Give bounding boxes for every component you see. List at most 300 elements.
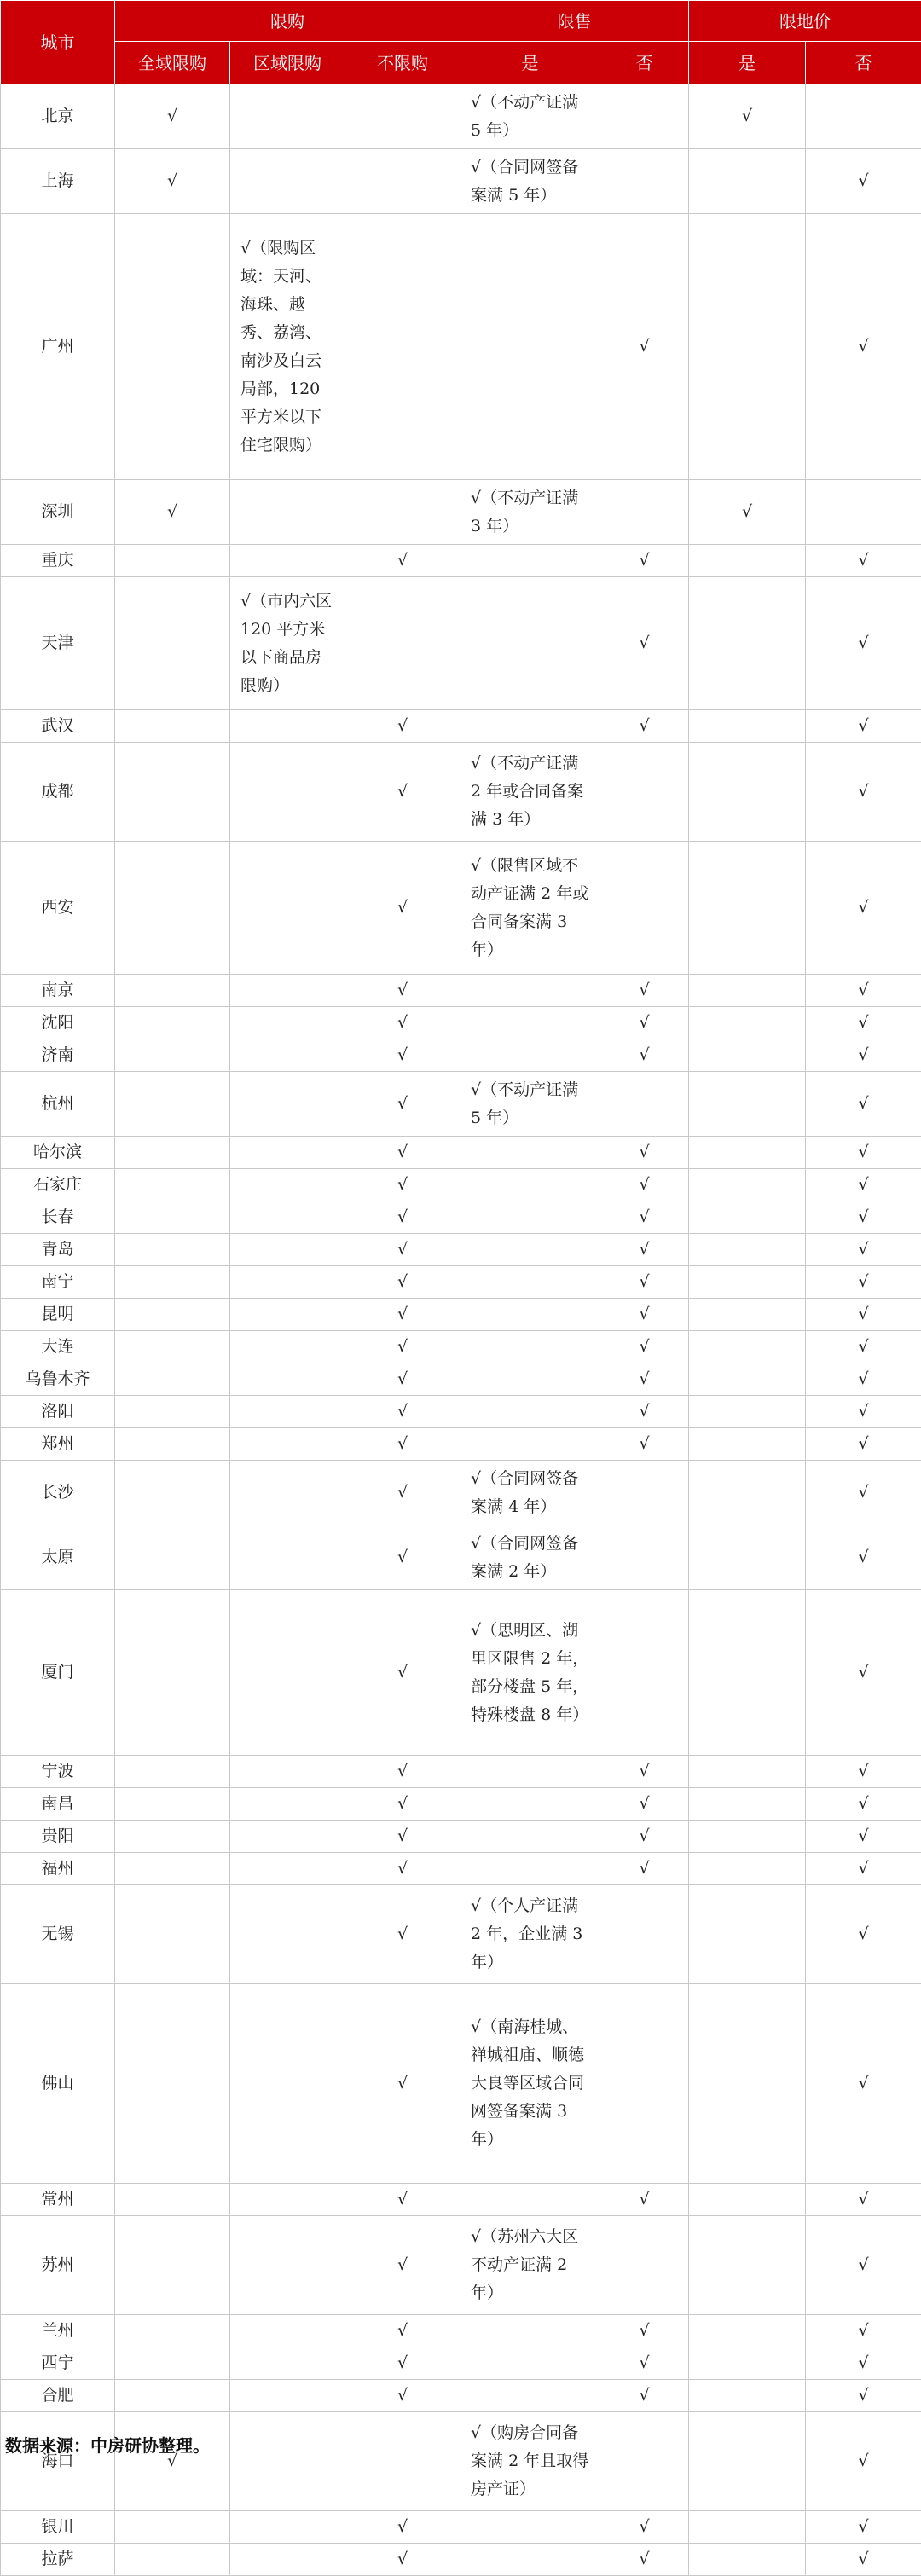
header-purchase: 限购: [115, 1, 460, 42]
cell-sale-no: √: [600, 1266, 689, 1299]
cell-none: [345, 2412, 460, 2511]
cell-full: [115, 710, 230, 743]
cell-land-no: √: [806, 1461, 921, 1525]
cell-none: √: [345, 2315, 460, 2347]
table-row: [1, 577, 921, 710]
cell-full: [115, 743, 230, 842]
cell-land-yes: [689, 1821, 806, 1853]
cell-land-no: √: [806, 2511, 921, 2544]
cell-full: [115, 842, 230, 975]
cell-sale-no: √: [600, 1363, 689, 1396]
header-sale-no: 否: [600, 42, 689, 84]
cell-land-yes: [689, 1461, 806, 1525]
cell-city: 深圳: [1, 480, 115, 545]
cell-land-no: √: [806, 1853, 921, 1885]
table-row: [1, 149, 921, 214]
cell-land-no: √: [806, 2315, 921, 2347]
cell-city: 武汉: [1, 710, 115, 743]
cell-none: √: [345, 1039, 460, 1072]
cell-land-yes: [689, 1169, 806, 1201]
cell-full: [115, 214, 230, 480]
table-row: [1, 1007, 921, 1039]
header-land-yes: 是: [689, 42, 806, 84]
table-row: [1, 1039, 921, 1072]
cell-sale-no: √: [600, 1234, 689, 1266]
cell-full: [115, 2347, 230, 2380]
cell-land-yes: [689, 149, 806, 214]
cell-sale-no: [600, 1590, 689, 1756]
cell-partial: [230, 1234, 345, 1266]
cell-land-yes: [689, 2347, 806, 2380]
cell-sale-no: [600, 2216, 689, 2315]
cell-city: 常州: [1, 2184, 115, 2216]
cell-sale-yes: [460, 1821, 600, 1853]
cell-full: [115, 1299, 230, 1331]
cell-partial: [230, 1984, 345, 2184]
cell-none: √: [345, 1201, 460, 1234]
cell-partial: √（市内六区 120 平方米以下商品房限购）: [230, 577, 345, 710]
cell-sale-yes: [460, 2511, 600, 2544]
cell-land-no: √: [806, 975, 921, 1007]
cell-sale-yes: [460, 1266, 600, 1299]
cell-land-no: √: [806, 1984, 921, 2184]
cell-sale-yes: √（不动产证满 2 年或合同备案满 3 年）: [460, 743, 600, 842]
cell-partial: [230, 1756, 345, 1788]
table-row: [1, 1169, 921, 1201]
cell-none: √: [345, 1007, 460, 1039]
cell-partial: [230, 2347, 345, 2380]
cell-full: [115, 2511, 230, 2544]
cell-land-yes: [689, 1363, 806, 1396]
cell-land-no: √: [806, 1396, 921, 1428]
cell-land-no: √: [806, 1821, 921, 1853]
table-row: [1, 710, 921, 743]
cell-none: √: [345, 1590, 460, 1756]
table-row: [1, 1821, 921, 1853]
cell-none: √: [345, 710, 460, 743]
cell-city: 南昌: [1, 1788, 115, 1821]
table-row: [1, 1234, 921, 1266]
cell-partial: [230, 1396, 345, 1428]
cell-land-no: √: [806, 1234, 921, 1266]
cell-none: √: [345, 2511, 460, 2544]
cell-full: [115, 975, 230, 1007]
cell-city: 成都: [1, 743, 115, 842]
cell-land-yes: [689, 1788, 806, 1821]
cell-none: √: [345, 1756, 460, 1788]
table-row: [1, 2511, 921, 2544]
cell-none: √: [345, 2347, 460, 2380]
cell-land-no: √: [806, 149, 921, 214]
cell-none: √: [345, 2216, 460, 2315]
cell-land-no: √: [806, 2216, 921, 2315]
cell-land-no: √: [806, 1428, 921, 1461]
cell-land-yes: [689, 2380, 806, 2412]
cell-sale-no: √: [600, 1169, 689, 1201]
cell-sale-yes: √（合同网签备案满 5 年）: [460, 149, 600, 214]
cell-city: 石家庄: [1, 1169, 115, 1201]
table-row: [1, 1788, 921, 1821]
cell-city: 拉萨: [1, 2544, 115, 2576]
cell-sale-no: √: [600, 1331, 689, 1363]
cell-land-no: √: [806, 577, 921, 710]
cell-sale-no: [600, 2412, 689, 2511]
cell-land-yes: [689, 1234, 806, 1266]
header-land: 限地价: [689, 1, 921, 42]
cell-city: 北京: [1, 84, 115, 149]
cell-sale-yes: √（不动产证满 5 年）: [460, 84, 600, 149]
cell-land-yes: [689, 1428, 806, 1461]
cell-none: √: [345, 1266, 460, 1299]
cell-sale-yes: [460, 545, 600, 577]
cell-sale-yes: √（南海桂城、禅城祖庙、顺德大良等区域合同网签备案满 3 年）: [460, 1984, 600, 2184]
cell-none: √: [345, 743, 460, 842]
cell-none: √: [345, 2380, 460, 2412]
cell-sale-yes: [460, 1853, 600, 1885]
cell-none: √: [345, 1299, 460, 1331]
cell-full: √: [115, 149, 230, 214]
cell-city: 洛阳: [1, 1396, 115, 1428]
table-row: [1, 1756, 921, 1788]
cell-sale-yes: [460, 710, 600, 743]
cell-none: [345, 577, 460, 710]
cell-sale-no: √: [600, 1201, 689, 1234]
cell-partial: [230, 1266, 345, 1299]
cell-land-yes: [689, 1525, 806, 1590]
cell-partial: [230, 1525, 345, 1590]
cell-none: √: [345, 1428, 460, 1461]
cell-sale-yes: √（购房合同备案满 2 年且取得房产证）: [460, 2412, 600, 2511]
cell-partial: [230, 2511, 345, 2544]
cell-none: [345, 480, 460, 545]
cell-land-yes: √: [689, 84, 806, 149]
cell-sale-no: [600, 1525, 689, 1590]
cell-none: √: [345, 1788, 460, 1821]
cell-full: [115, 2216, 230, 2315]
cell-sale-yes: √（思明区、湖里区限售 2 年，部分楼盘 5 年，特殊楼盘 8 年）: [460, 1590, 600, 1756]
cell-sale-no: [600, 1072, 689, 1137]
cell-sale-yes: √（不动产证满 5 年）: [460, 1072, 600, 1137]
cell-land-no: √: [806, 2347, 921, 2380]
cell-land-no: √: [806, 1007, 921, 1039]
cell-none: √: [345, 1885, 460, 1984]
cell-sale-no: √: [600, 545, 689, 577]
table-row: [1, 975, 921, 1007]
cell-sale-yes: [460, 214, 600, 480]
cell-none: √: [345, 2544, 460, 2576]
table-row: [1, 1853, 921, 1885]
cell-city: 长春: [1, 1201, 115, 1234]
cell-partial: [230, 2216, 345, 2315]
cell-full: [115, 577, 230, 710]
cell-full: [115, 1525, 230, 1590]
data-source-note: 数据来源：中房研协整理。: [0, 2433, 210, 2458]
cell-land-yes: [689, 1007, 806, 1039]
cell-full: √: [115, 84, 230, 149]
cell-land-yes: [689, 2184, 806, 2216]
cell-partial: [230, 1885, 345, 1984]
cell-sale-yes: [460, 1007, 600, 1039]
cell-partial: [230, 743, 345, 842]
cell-sale-yes: [460, 2544, 600, 2576]
cell-partial: [230, 1788, 345, 1821]
cell-sale-yes: √（合同网签备案满 4 年）: [460, 1461, 600, 1525]
cell-partial: [230, 2315, 345, 2347]
cell-none: √: [345, 1072, 460, 1137]
cell-partial: [230, 2412, 345, 2511]
cell-land-no: √: [806, 1137, 921, 1169]
table-row: [1, 545, 921, 577]
cell-city: 贵阳: [1, 1821, 115, 1853]
table-row: [1, 2216, 921, 2315]
cell-land-no: √: [806, 2380, 921, 2412]
cell-city: 银川: [1, 2511, 115, 2544]
cell-city: 昆明: [1, 1299, 115, 1331]
cell-sale-yes: √（个人产证满 2 年，企业满 3 年）: [460, 1885, 600, 1984]
cell-sale-yes: [460, 975, 600, 1007]
cell-partial: [230, 1363, 345, 1396]
table-row: [1, 2380, 921, 2412]
cell-city: 南京: [1, 975, 115, 1007]
cell-sale-no: √: [600, 2315, 689, 2347]
cell-city: 青岛: [1, 1234, 115, 1266]
cell-city: 大连: [1, 1331, 115, 1363]
cell-sale-yes: [460, 1169, 600, 1201]
cell-sale-no: √: [600, 1756, 689, 1788]
cell-city: 无锡: [1, 1885, 115, 1984]
table-row: [1, 1885, 921, 1984]
cell-sale-yes: [460, 1039, 600, 1072]
cell-land-no: √: [806, 1169, 921, 1201]
cell-city: 哈尔滨: [1, 1137, 115, 1169]
cell-full: [115, 2315, 230, 2347]
cell-none: [345, 214, 460, 480]
cell-land-yes: [689, 545, 806, 577]
cell-full: [115, 1072, 230, 1137]
cell-land-yes: [689, 1072, 806, 1137]
cell-city: 济南: [1, 1039, 115, 1072]
cell-full: [115, 2184, 230, 2216]
cell-full: [115, 2380, 230, 2412]
cell-full: [115, 1363, 230, 1396]
cell-land-no: √: [806, 1201, 921, 1234]
cell-land-no: √: [806, 214, 921, 480]
cell-partial: [230, 710, 345, 743]
cell-sale-yes: [460, 2315, 600, 2347]
cell-city: 合肥: [1, 2380, 115, 2412]
cell-full: [115, 2544, 230, 2576]
cell-sale-no: √: [600, 1821, 689, 1853]
cell-land-yes: [689, 1853, 806, 1885]
cell-full: [115, 1007, 230, 1039]
cell-land-no: √: [806, 1331, 921, 1363]
cell-full: [115, 1853, 230, 1885]
header-land-no: 否: [806, 42, 921, 84]
cell-land-no: √: [806, 2184, 921, 2216]
table-row: [1, 743, 921, 842]
cell-sale-yes: √（合同网签备案满 2 年）: [460, 1525, 600, 1590]
table-row: [1, 1428, 921, 1461]
cell-sale-yes: [460, 577, 600, 710]
cell-partial: [230, 1299, 345, 1331]
cell-sale-yes: [460, 2347, 600, 2380]
cell-full: √: [115, 2412, 230, 2511]
cell-full: [115, 1266, 230, 1299]
cell-land-no: √: [806, 1885, 921, 1984]
cell-sale-no: √: [600, 1788, 689, 1821]
cell-city: 宁波: [1, 1756, 115, 1788]
cell-sale-no: [600, 1885, 689, 1984]
cell-partial: [230, 2184, 345, 2216]
cell-sale-yes: [460, 1396, 600, 1428]
cell-city: 太原: [1, 1525, 115, 1590]
table-row: [1, 1201, 921, 1234]
cell-city: 西宁: [1, 2347, 115, 2380]
cell-partial: [230, 1007, 345, 1039]
header-purchase-full: 全域限购: [115, 42, 230, 84]
cell-land-no: [806, 84, 921, 149]
table-row: [1, 2184, 921, 2216]
cell-land-no: [806, 480, 921, 545]
cell-none: [345, 84, 460, 149]
cell-sale-yes: [460, 2380, 600, 2412]
cell-land-yes: [689, 2544, 806, 2576]
cell-land-yes: [689, 1885, 806, 1984]
cell-sale-no: √: [600, 2511, 689, 2544]
header-purchase-none: 不限购: [345, 42, 460, 84]
cell-land-no: √: [806, 1266, 921, 1299]
cell-sale-no: √: [600, 1137, 689, 1169]
cell-land-yes: [689, 1396, 806, 1428]
cell-city: 南宁: [1, 1266, 115, 1299]
cell-sale-yes: [460, 1788, 600, 1821]
cell-sale-no: √: [600, 2184, 689, 2216]
cell-land-no: √: [806, 1299, 921, 1331]
cell-city: 郑州: [1, 1428, 115, 1461]
cell-city: 西安: [1, 842, 115, 975]
cell-sale-no: [600, 842, 689, 975]
cell-full: [115, 1201, 230, 1234]
table-row: [1, 214, 921, 480]
cell-sale-no: [600, 149, 689, 214]
cell-partial: [230, 842, 345, 975]
cell-land-no: √: [806, 2412, 921, 2511]
cell-sale-no: √: [600, 577, 689, 710]
cell-land-no: √: [806, 842, 921, 975]
cell-full: [115, 1039, 230, 1072]
cell-land-yes: [689, 1331, 806, 1363]
cell-none: √: [345, 1363, 460, 1396]
cell-land-yes: [689, 2216, 806, 2315]
cell-partial: [230, 1428, 345, 1461]
table-row: [1, 480, 921, 545]
cell-sale-yes: [460, 1331, 600, 1363]
cell-sale-yes: [460, 1363, 600, 1396]
cell-land-no: √: [806, 2544, 921, 2576]
cell-none: √: [345, 1169, 460, 1201]
table-row: [1, 2347, 921, 2380]
cell-partial: [230, 149, 345, 214]
cell-land-yes: [689, 1984, 806, 2184]
cell-none: √: [345, 1821, 460, 1853]
cell-partial: [230, 545, 345, 577]
cell-full: [115, 1234, 230, 1266]
cell-none: √: [345, 1331, 460, 1363]
cell-land-yes: [689, 214, 806, 480]
table-row: [1, 842, 921, 975]
table-row: [1, 1525, 921, 1590]
table-row: [1, 1331, 921, 1363]
cell-city: 长沙: [1, 1461, 115, 1525]
cell-land-no: √: [806, 1363, 921, 1396]
cell-none: √: [345, 2184, 460, 2216]
cell-sale-yes: √（不动产证满 3 年）: [460, 480, 600, 545]
header-sale: 限售: [460, 1, 689, 42]
header-sale-yes: 是: [460, 42, 600, 84]
cell-partial: [230, 2380, 345, 2412]
header-purchase-partial: 区域限购: [230, 42, 345, 84]
cell-partial: [230, 1137, 345, 1169]
table-row: [1, 1984, 921, 2184]
cell-partial: [230, 975, 345, 1007]
cell-sale-yes: [460, 1428, 600, 1461]
cell-none: √: [345, 1234, 460, 1266]
cell-sale-yes: [460, 1756, 600, 1788]
table-row: [1, 1072, 921, 1137]
cell-land-no: √: [806, 1039, 921, 1072]
cell-city: 重庆: [1, 545, 115, 577]
table-row: [1, 1299, 921, 1331]
cell-land-yes: [689, 1039, 806, 1072]
cell-full: [115, 1137, 230, 1169]
cell-none: √: [345, 1137, 460, 1169]
cell-land-yes: [689, 2511, 806, 2544]
cell-full: [115, 1461, 230, 1525]
cell-partial: [230, 1331, 345, 1363]
cell-land-yes: [689, 1756, 806, 1788]
cell-land-yes: [689, 2412, 806, 2511]
cell-partial: [230, 84, 345, 149]
cell-sale-no: √: [600, 2544, 689, 2576]
cell-none: √: [345, 1525, 460, 1590]
table-row: [1, 1137, 921, 1169]
cell-none: √: [345, 1461, 460, 1525]
cell-sale-yes: [460, 1234, 600, 1266]
cell-sale-yes: [460, 2184, 600, 2216]
cell-sale-no: √: [600, 214, 689, 480]
cell-land-no: √: [806, 1072, 921, 1137]
table-body: [1, 84, 921, 2576]
cell-land-no: √: [806, 1756, 921, 1788]
cell-none: [345, 149, 460, 214]
table-row: [1, 1266, 921, 1299]
cell-partial: [230, 1853, 345, 1885]
cell-land-no: √: [806, 710, 921, 743]
cell-full: [115, 1821, 230, 1853]
cell-partial: [230, 1201, 345, 1234]
cell-land-yes: [689, 743, 806, 842]
cell-sale-no: [600, 743, 689, 842]
cell-sale-yes: √（限售区域不动产证满 2 年或合同备案满 3 年）: [460, 842, 600, 975]
cell-full: [115, 1984, 230, 2184]
cell-partial: [230, 1039, 345, 1072]
cell-land-no: √: [806, 545, 921, 577]
cell-city: 苏州: [1, 2216, 115, 2315]
header-city: 城市: [1, 1, 115, 84]
cell-none: √: [345, 545, 460, 577]
cell-city: 杭州: [1, 1072, 115, 1137]
cell-city: 海口: [1, 2412, 115, 2511]
